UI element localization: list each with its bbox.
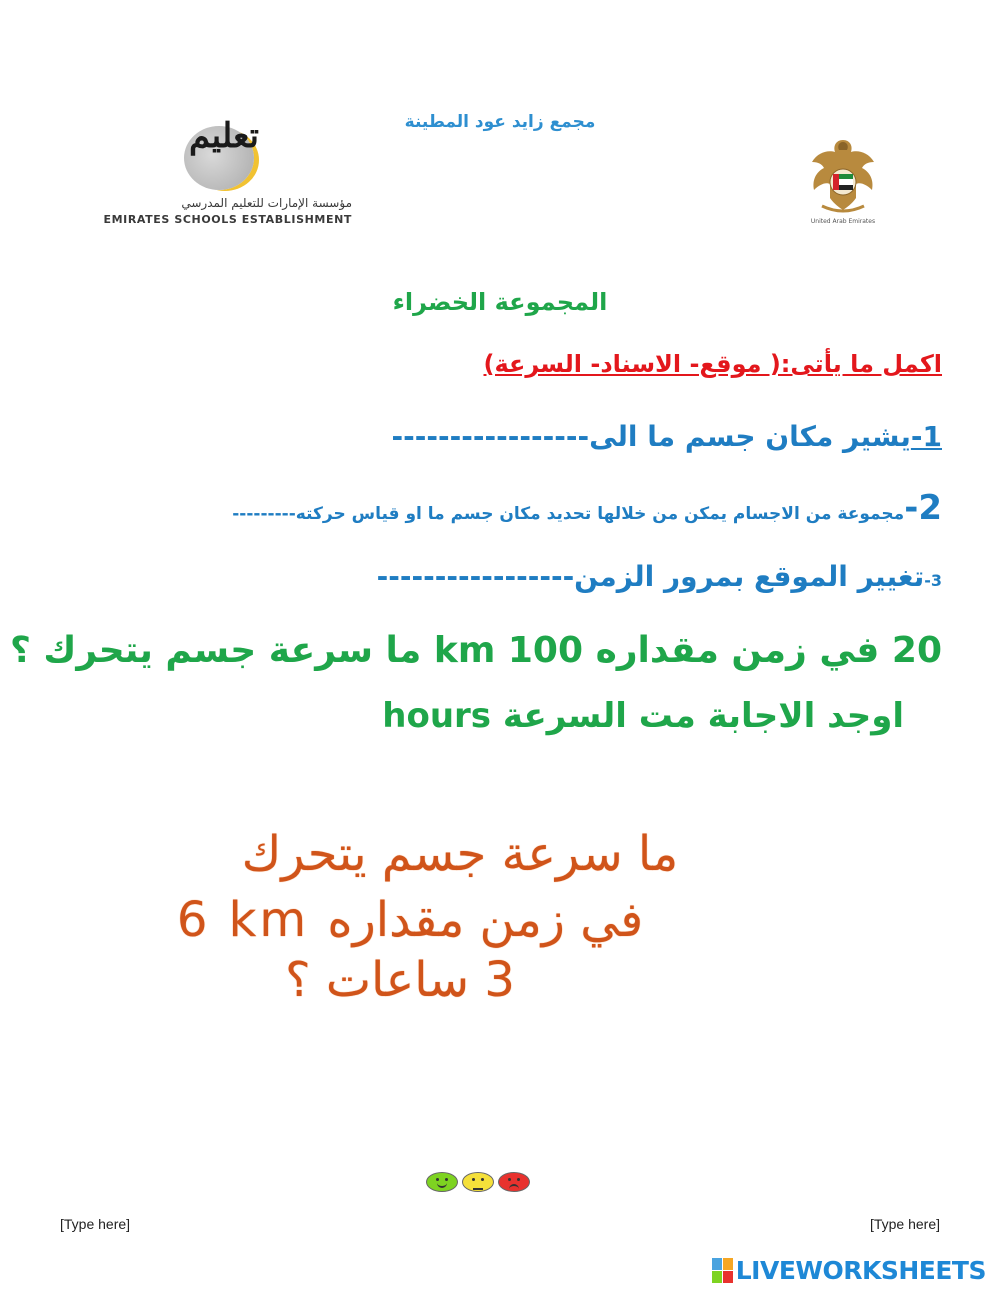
question-1 — [392, 420, 942, 453]
question-3 — [377, 560, 942, 593]
ese-logo — [92, 112, 352, 232]
falcon-emblem-icon — [800, 132, 886, 218]
footer-left-placeholder: [Type here] — [60, 1216, 131, 1232]
ese-logo-word: تعليم — [188, 116, 259, 156]
neutral-smiley-icon[interactable] — [462, 1172, 494, 1192]
instruction: اكمل ما يأتى:( موقع- الاسناد- السرعة) — [483, 350, 942, 378]
happy-smiley-icon[interactable] — [426, 1172, 458, 1192]
orange-question-line-2: 6 km في زمن مقداره — [176, 892, 644, 948]
orange-question-line-1: ما سرعة جسم يتحرك — [241, 826, 679, 882]
liveworksheets-wordmark: LIVEWORKSHEETS — [735, 1255, 986, 1285]
question-2-text: مجموعة من الاجسام يمكن من خلالها تحديد مكان جسم ما او قياس حركته--------- — [232, 504, 905, 524]
orange-question-line-3: 3 ساعات ؟ — [285, 952, 515, 1008]
liveworksheets-logo-icon — [712, 1258, 733, 1283]
question-2-number: 2- — [904, 488, 942, 528]
ese-name-arabic: مؤسسة الإمارات للتعليم المدرسي — [181, 196, 352, 210]
uae-caption: United Arab Emirates — [810, 218, 876, 225]
question-4-line-2: اوجد الاجابة مت السرعة hours — [382, 696, 904, 736]
question-1-number: 1- — [910, 420, 942, 453]
ese-name-english: EMIRATES SCHOOLS ESTABLISHMENT — [103, 213, 352, 226]
school-name: مجمع زايد عود المطينة — [404, 112, 596, 132]
rating-smileys — [426, 1172, 536, 1194]
uae-emblem — [800, 132, 886, 232]
question-3-number: 3- — [924, 571, 942, 590]
question-4-line-1: 20 في زمن مقداره 100 km ما سرعة جسم يتحرك ؟ — [9, 630, 942, 671]
question-2 — [232, 488, 942, 528]
question-3-text: تغيير الموقع بمرور الزمن----------------- — [376, 560, 925, 593]
group-title: المجموعة الخضراء — [392, 288, 608, 316]
footer-right-placeholder: [Type here] — [869, 1216, 940, 1232]
liveworksheets-brand — [712, 1256, 986, 1284]
sad-smiley-icon[interactable] — [498, 1172, 530, 1192]
question-1-text: يشير مكان جسم ما الى----------------- — [391, 420, 911, 453]
